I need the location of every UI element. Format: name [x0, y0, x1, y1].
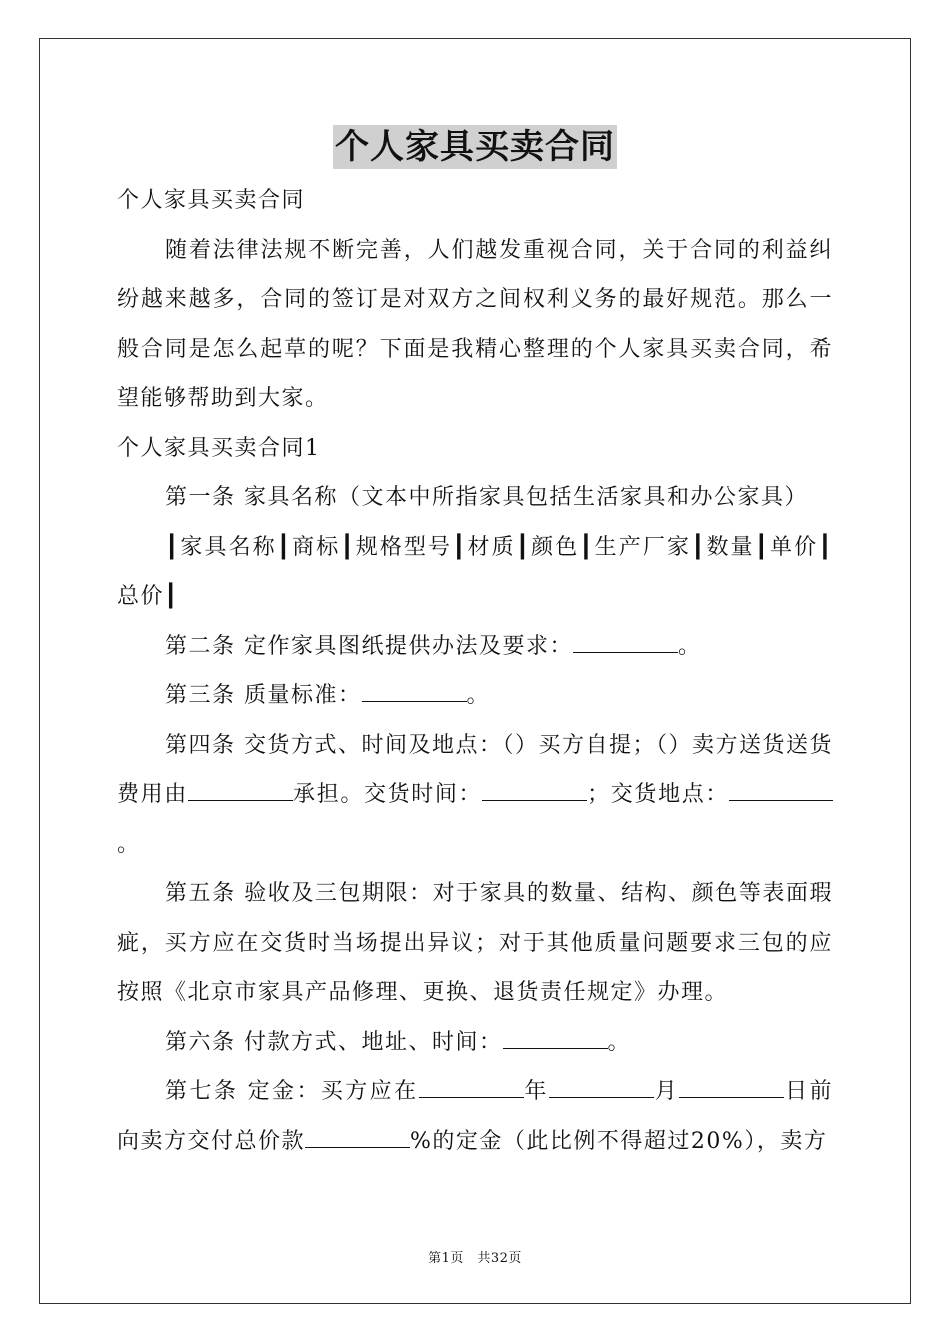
fill-blank: [679, 1077, 784, 1098]
article-6-text: 第六条 付款方式、地址、时间：: [165, 1029, 503, 1055]
fill-blank: [482, 780, 587, 801]
article-7-day: 日前向卖方交付总价款: [117, 1079, 833, 1154]
article-3-end: 。: [466, 683, 491, 708]
fill-blank: [549, 1077, 654, 1098]
furniture-table-header: ┃家具名称┃商标┃规格型号┃材质┃颜色┃生产厂家┃数量┃单价┃总价┃: [117, 534, 833, 609]
article-4-end: 。: [117, 831, 141, 857]
article-5: 第五条 验收及三包期限：对于家具的数量、结构、颜色等表面瑕疵，买方应在交货时当场提出异议；对于其他质量问题要求三包的应按照《北京市家具产品修理、更换、退货责任规定》办理。: [117, 881, 833, 1005]
article-7-rest: %的定金（此比例不得超过20%），卖方: [410, 1128, 828, 1154]
article-7-month: 月: [653, 1079, 680, 1104]
article-7: [117, 1067, 833, 1166]
document-title-block: [0, 125, 950, 169]
section-heading: 个人家具买卖合同1: [117, 435, 321, 461]
document-title: 个人家具买卖合同: [335, 127, 615, 167]
article-6: [117, 1018, 833, 1068]
article-2-text: 第二条 定作家具图纸提供办法及要求：: [165, 633, 573, 659]
article-3: [117, 671, 833, 721]
article-1: 第一条 家具名称（文本中所指家具包括生活家具和办公家具）: [165, 485, 808, 510]
article-2-end: 。: [678, 633, 702, 659]
article-2: [117, 622, 833, 672]
article-6-end: 。: [607, 1029, 632, 1055]
fill-blank: [188, 780, 293, 801]
fill-blank: [305, 1127, 410, 1148]
fill-blank: [503, 1028, 608, 1049]
article-4-part2: 承担。交货时间：: [292, 782, 483, 807]
document-body: [117, 176, 833, 1166]
article-4-part3: ；交货地点：: [587, 782, 729, 807]
article-4: [117, 721, 833, 870]
article-3-text: 第三条 质量标准：: [165, 683, 362, 708]
fill-blank: [729, 780, 775, 801]
fill-blank: [419, 1077, 524, 1098]
article-4-part1: 第四条 交货方式、时间及地点：（）买方自提；（）卖方送货送货费用由: [117, 732, 833, 807]
fill-blank: [573, 632, 678, 653]
page-footer: 第1页 共32页: [428, 1251, 522, 1266]
article-7-year: 年: [523, 1079, 549, 1104]
article-7-part1: 第七条 定金：买方应在: [165, 1079, 419, 1104]
fill-blank: [362, 681, 467, 702]
subtitle: 个人家具买卖合同: [117, 188, 306, 213]
intro-paragraph: 随着法律法规不断完善，人们越发重视合同，关于合同的利益纠纷越来越多，合同的签订是对双方之间权利义务的最好规范。那么一般合同是怎么起草的呢？下面是我精心整理的个人家具买卖合同，希望能够帮助到大家。: [117, 237, 833, 411]
fill-blank: [775, 780, 833, 801]
